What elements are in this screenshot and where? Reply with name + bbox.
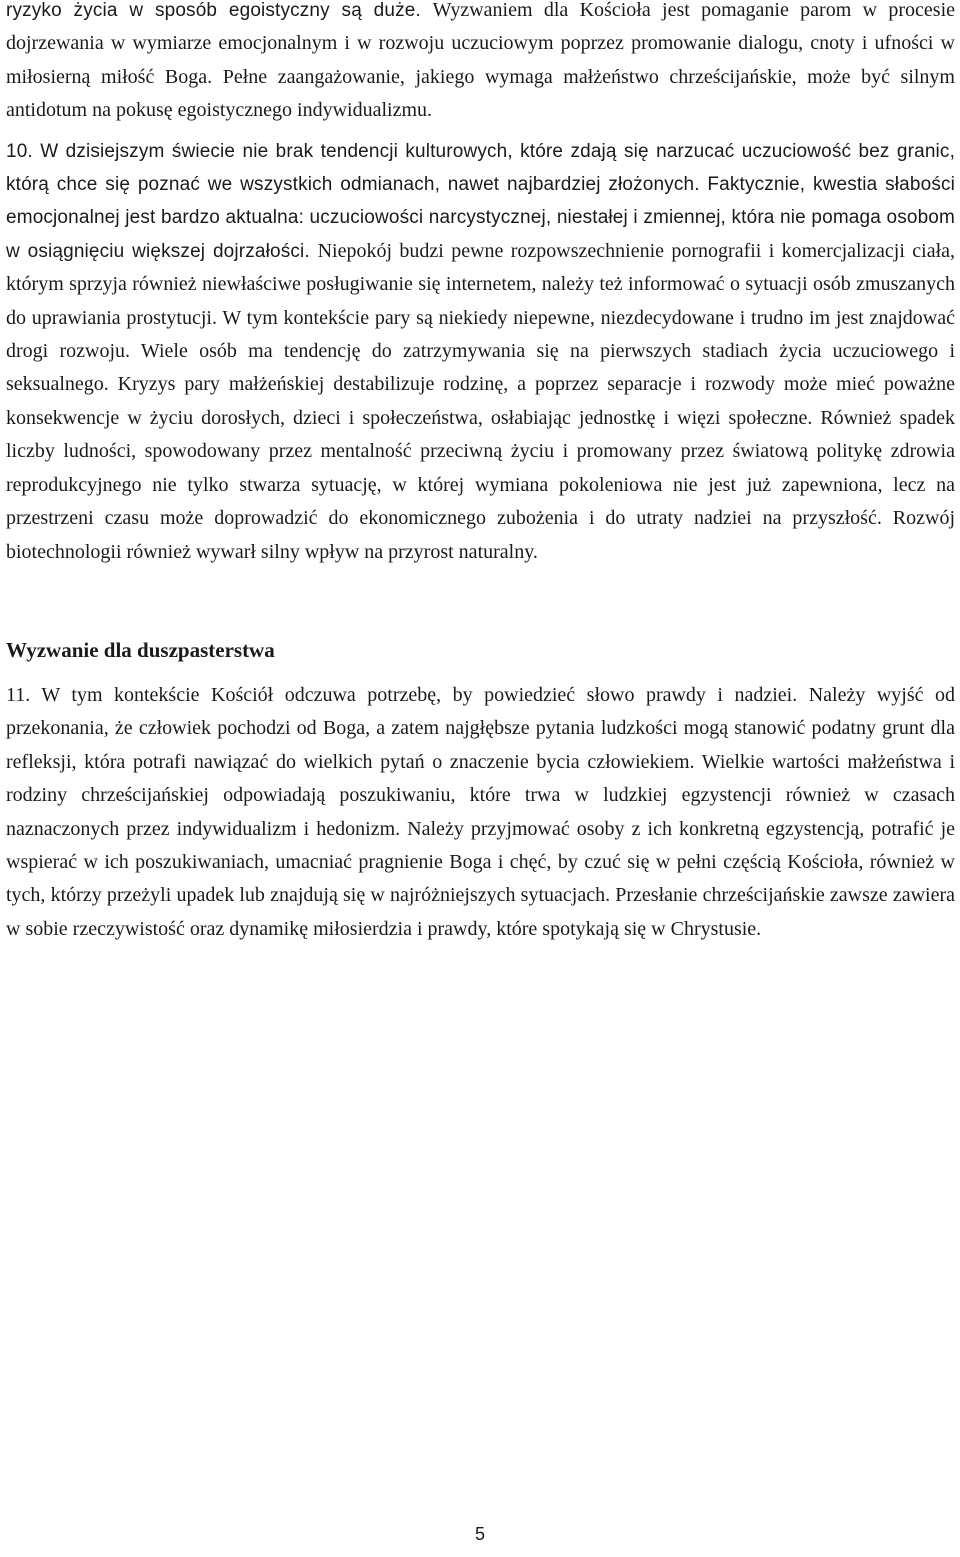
paragraph-10-sans-text: 10. W dzisiejszym świecie nie brak tendencji kulturowych, które zdają się narzucać uczuciowość bez granic, którą chce się poznać we wszystkich odmianach, nawet najbardziej złożonych. Faktycznie, kwestia słabości emocjonalnej jest bardzo aktualna: uczuciowości narcystycznej, niestałej i zmiennej, która nie pomaga osobom w osiągnięciu większej dojrzałości. <box>6 140 955 262</box>
intro-paragraph <box>6 0 955 128</box>
document-page <box>6 0 955 946</box>
paragraph-10-serif-text: Niepokój budzi pewne rozpowszechnienie pornografii i komercjalizacji ciała, którym sprzyja również niewłaściwe posługiwanie się internetem, należy też informować o sytuacji osób zmuszanych do uprawiania prostytucji. W tym kontekście pary są niekiedy niepewne, niezdecydowane i trudno im jest znajdować drogi rozwoju. Wiele osób ma tendencję do zatrzymywania się na pierwszych stadiach życia uczuciowego i seksualnego. Kryzys pary małżeńskiej destabilizuje rodzinę, a poprzez separacje i rozwody może mieć poważne konsekwencje w życiu dorosłych, dzieci i społeczeństwa, osłabiając jednostkę i więzi społeczne. Również spadek liczby ludności, spowodowany przez mentalność przeciwną życiu i promowany przez światową politykę zdrowia reprodukcyjnego nie tylko stwarza sytuację, w której wymiana pokoleniowa nie jest już zapewniona, lecz na przestrzeni czasu może doprowadzić do ekonomicznego zubożenia i do utraty nadziei na przyszłość. Rozwój biotechnologii również wywarł silny wpływ na przyrost naturalny. <box>6 239 955 563</box>
intro-paragraph-serif-text: Wyzwaniem dla Kościoła jest pomaganie parom w procesie dojrzewania w wymiarze emocjonalnym i w rozwoju uczuciowym poprzez promowanie dialogu, cnoty i ufności w miłosierną miłość Boga. Pełne zaangażowanie, jakiego wymaga małżeństwo chrześcijańskie, może być silnym antidotum na pokusę egoistycznego indywidualizmu. <box>6 0 955 122</box>
section-heading: Wyzwanie dla duszpasterstwa <box>6 637 275 662</box>
paragraph-11: 11. W tym kontekście Kościół odczuwa potrzebę, by powiedzieć słowo prawdy i nadziei. Należy wyjść od przekonania, że człowiek pochodzi od Boga, a zatem najgłębsze pytania ludzkości mogą stanowić podatny grunt dla refleksji, która potrafi nawiązać do wielkich pytań o znaczenie bycia człowiekiem. Wielkie wartości małżeństwa i rodziny chrześcijańskiej odpowiadają poszukiwaniu, które trwa w ludzkiej egzystencji również w czasach naznaczonych przez indywidualizm i hedonizm. Należy przyjmować osoby z ich konkretną egzystencją, potrafić je wspierać w ich poszukiwaniach, umacniać pragnienie Boga i chęć, by czuć się w pełni częścią Kościoła, również w tych, którzy przeżyli upadek lub znajdują się w najróżniejszych sytuacjach. Przesłanie chrześcijańskie zawsze zawiera w sobie rzeczywistość oraz dynamikę miłosierdzia i prawdy, które spotykają się w Chrystusie. <box>6 683 955 940</box>
page-number: 5 <box>474 1524 485 1544</box>
intro-paragraph-sans-text: ryzyko życia w sposób egoistyczny są duże. <box>6 0 433 21</box>
paragraph-10 <box>6 135 955 569</box>
